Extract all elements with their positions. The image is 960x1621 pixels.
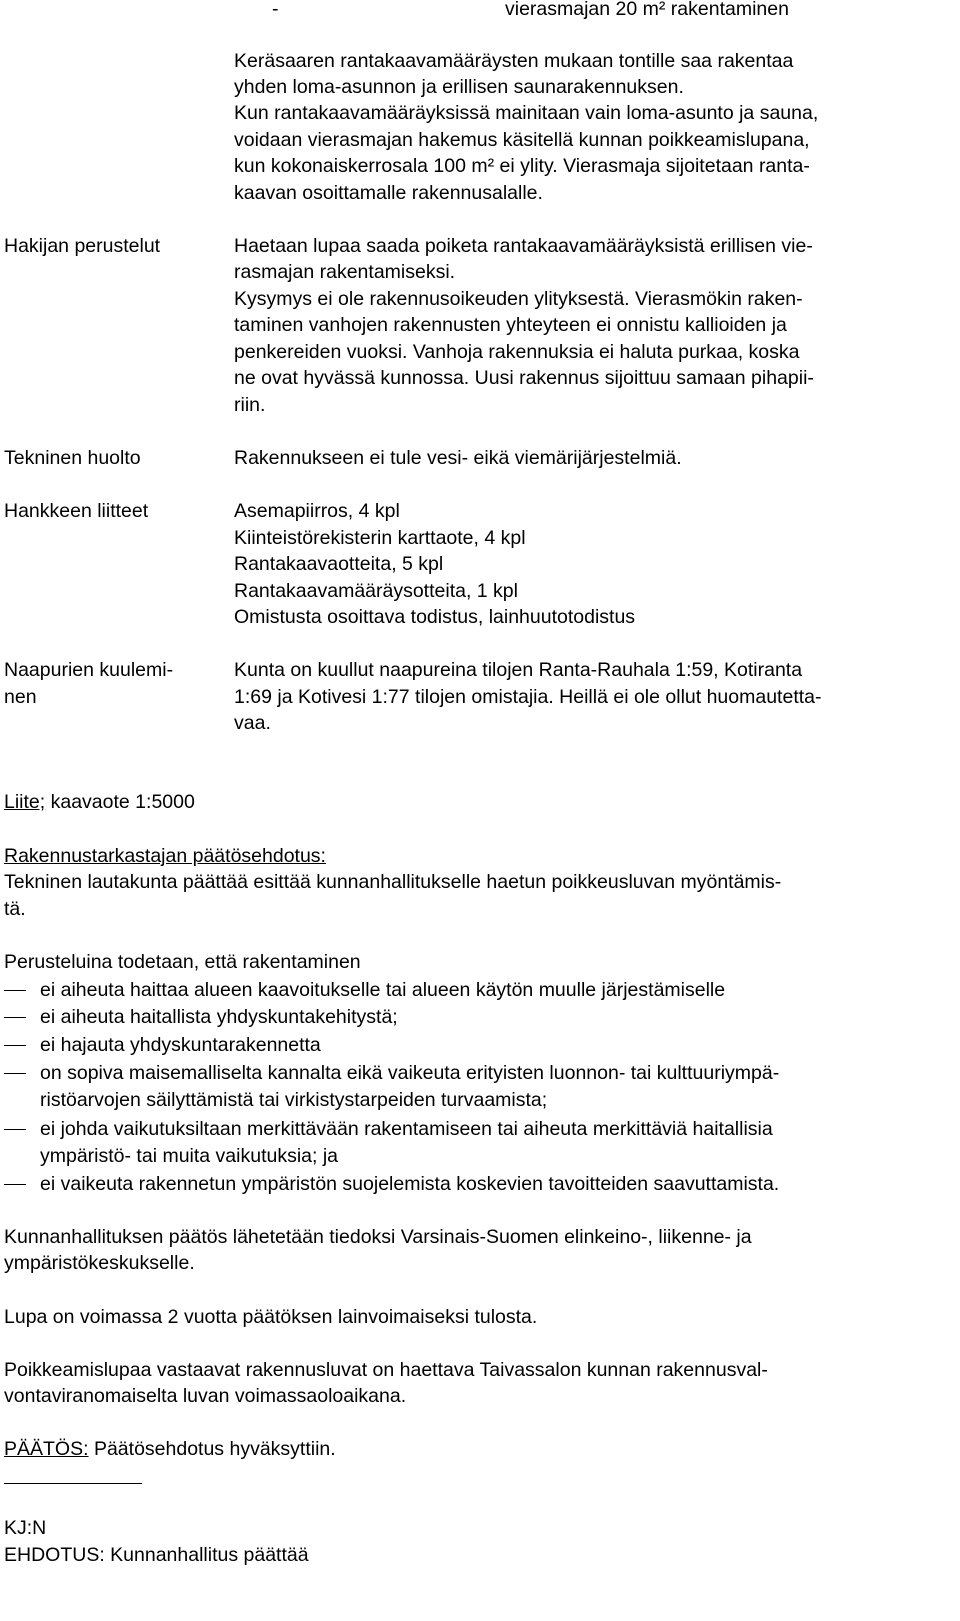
section-line: taminen vanhojen rakennusten yhteyteen ei onnistu kallioiden ja [234, 314, 787, 336]
notice-line: Kunnanhallituksen päätös lähetetään tiedoksi Varsinais-Suomen elinkeino-, liikenne- ja [4, 1226, 752, 1248]
dash-bullet-icon [4, 1045, 26, 1046]
section-line: rasmajan rakentamiseksi. [234, 261, 456, 283]
dash-bullet-icon [4, 1129, 26, 1130]
dash-bullet-icon [4, 1017, 26, 1018]
section-label: Naapurien kuulemi- [4, 659, 174, 681]
proposal-heading: Rakennustarkastajan päätösehdotus: [4, 845, 326, 867]
intro-line: kaavan osoittamalle rakennusalalle. [234, 182, 543, 204]
footer-proposal: EHDOTUS: Kunnanhallitus päättää [4, 1544, 309, 1566]
top-dash: - [272, 0, 279, 20]
section-line: Haetaan lupaa saada poiketa rantakaavamääräyksistä erillisen vie- [234, 235, 813, 257]
notice-line: ympäristökeskukselle. [4, 1252, 195, 1274]
separator-rule [4, 1483, 142, 1484]
grounds-bullet: ei hajauta yhdyskuntarakennetta [40, 1034, 321, 1056]
grounds-bullet: ei aiheuta haitallista yhdyskuntakehitystä; [40, 1006, 398, 1028]
section-label: Hankkeen liitteet [4, 500, 149, 522]
decision-label: PÄÄTÖS: [4, 1438, 89, 1460]
grounds-bullet-cont: ristöarvojen säilyttämistä tai virkistystarpeiden turvaamista; [40, 1089, 548, 1111]
intro-line: voidaan vierasmajan hakemus käsitellä kunnan poikkeamislupana, [234, 129, 810, 151]
section-line: Kysymys ei ole rakennusoikeuden ylityksestä. Vierasmökin raken- [234, 288, 803, 310]
section-label: Tekninen huolto [4, 447, 141, 469]
section-line: vaa. [234, 712, 271, 734]
section-line: riin. [234, 394, 266, 416]
dash-bullet-icon [4, 1073, 26, 1074]
footer-initials: KJ:N [4, 1517, 47, 1539]
building-permits-line: Poikkeamislupaa vastaavat rakennusluvat on haettava Taivassalon kunnan rakennusval- [4, 1359, 768, 1381]
intro-line: kun kokonaiskerrosala 100 m² ei ylity. Vierasmaja sijoitetaan ranta- [234, 155, 810, 177]
intro-line: yhden loma-asunnon ja erillisen saunarakennuksen. [234, 76, 684, 98]
dash-bullet-icon [4, 1184, 26, 1185]
building-permits-line: vontaviranomaiselta luvan voimassaoloaikana. [4, 1385, 407, 1407]
proposal-line: Tekninen lautakunta päättää esittää kunnanhallitukselle haetun poikkeusluvan myöntämis- [4, 871, 782, 893]
decision-text: Päätösehdotus hyväksyttiin. [88, 1438, 336, 1460]
attachment-note-label: Liite; [4, 791, 46, 813]
intro-line: Keräsaaren rantakaavamääräysten mukaan tontille saa rakentaa [234, 50, 794, 72]
section-line: 1:69 ja Kotivesi 1:77 tilojen omistajia. Heillä ei ole ollut huomautetta- [234, 686, 822, 708]
section-label: Hakijan perustelut [4, 235, 161, 257]
grounds-bullet: ei aiheuta haittaa alueen kaavoitukselle tai alueen käytön muulle järjestämiselle [40, 979, 726, 1001]
grounds-bullet-cont: ympäristö- tai muita vaikutuksia; ja [40, 1145, 339, 1167]
dash-bullet-icon [4, 990, 26, 991]
grounds-intro: Perusteluina todetaan, että rakentaminen [4, 951, 361, 973]
section-line: Rakennukseen ei tule vesi- eikä viemärijärjestelmiä. [234, 447, 682, 469]
grounds-bullet: on sopiva maisemalliselta kannalta eikä vaikeuta erityisten luonnon- tai kulttuuriympä- [40, 1062, 780, 1084]
section-label: nen [4, 686, 37, 708]
top-item-text: vierasmajan 20 m² rakentaminen [505, 0, 789, 20]
section-line: penkereiden vuoksi. Vanhoja rakennuksia ei haluta purkaa, koska [234, 341, 800, 363]
section-line: Kunta on kuullut naapureina tilojen Ranta-Rauhala 1:59, Kotiranta [234, 659, 803, 681]
proposal-line: tä. [4, 898, 26, 920]
intro-line: Kun rantakaavamääräyksissä mainitaan vain loma-asunto ja sauna, [234, 102, 819, 124]
attachment-item: Asemapiirros, 4 kpl [234, 500, 400, 522]
decision [4, 1436, 336, 1462]
validity-text: Lupa on voimassa 2 vuotta päätöksen lainvoimaiseksi tulosta. [4, 1306, 538, 1328]
grounds-bullet: ei vaikeuta rakennetun ympäristön suojelemista koskevien tavoitteiden saavuttamista. [40, 1173, 780, 1195]
attachment-item: Rantakaavamääräysotteita, 1 kpl [234, 580, 518, 602]
attachment-item: Rantakaavaotteita, 5 kpl [234, 553, 444, 575]
attachment-item: Kiinteistörekisterin karttaote, 4 kpl [234, 527, 526, 549]
grounds-bullet: ei johda vaikutuksiltaan merkittävään rakentamiseen tai aiheuta merkittäviä haitallisia [40, 1118, 773, 1140]
section-line: ne ovat hyvässä kunnossa. Uusi rakennus sijoittuu samaan pihapii- [234, 367, 814, 389]
attachment-note [4, 789, 195, 815]
attachment-note-text: kaavaote 1:5000 [45, 791, 195, 813]
attachment-item: Omistusta osoittava todistus, lainhuutotodistus [234, 606, 636, 628]
